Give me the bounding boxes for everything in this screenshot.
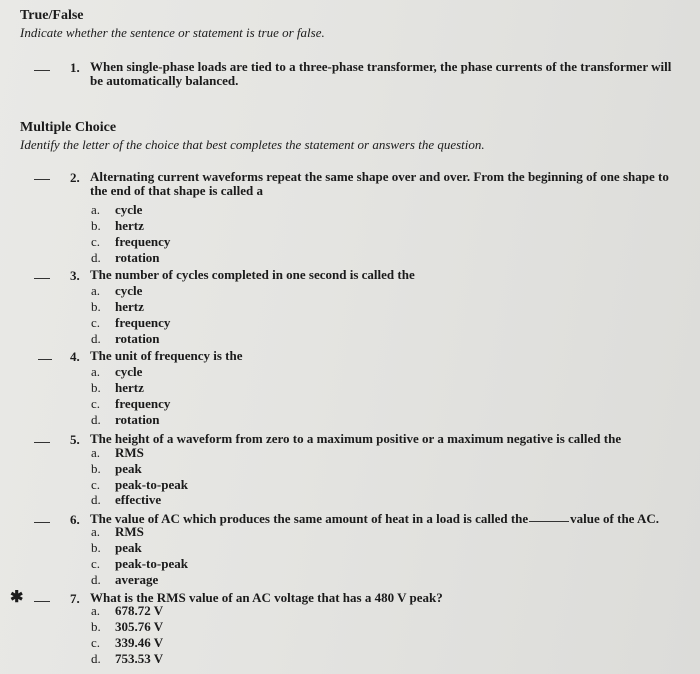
answer-blank-1[interactable] <box>34 70 50 71</box>
answer-blank-3[interactable] <box>34 278 50 279</box>
asterisk-mark: ✱ <box>10 589 24 606</box>
option-letter: c. <box>91 635 101 650</box>
option-letter: c. <box>91 477 101 492</box>
option-text: peak <box>115 540 142 555</box>
option-letter: d. <box>91 651 101 666</box>
question-number: 6. <box>70 512 80 527</box>
question-stem: The height of a waveform from zero to a maximum positive or a maximum negative is called the <box>90 431 622 446</box>
option-c <box>91 396 170 412</box>
question-number: 1. <box>70 60 80 75</box>
answer-blank-5[interactable] <box>34 442 50 443</box>
option-a <box>91 445 144 461</box>
option-letter: b. <box>91 619 101 634</box>
option-b <box>91 218 144 234</box>
question-stem: What is the RMS value of an AC voltage that has a 480 V peak? <box>90 590 443 605</box>
option-text: RMS <box>115 445 144 460</box>
answer-blank-4[interactable] <box>38 359 52 360</box>
option-c <box>91 477 188 493</box>
option-a <box>91 202 142 218</box>
option-text: rotation <box>115 331 160 346</box>
answer-blank-6[interactable] <box>34 522 50 523</box>
question-number: 7. <box>70 591 80 606</box>
option-text: average <box>115 572 159 587</box>
option-d <box>91 250 160 266</box>
stem-text-after: value of the AC. <box>570 511 660 526</box>
option-b <box>91 380 144 396</box>
option-c <box>91 635 163 651</box>
stem-text-before: The value of AC which produces the same amount of heat in a load is called the <box>90 511 529 526</box>
option-letter: c. <box>91 556 101 571</box>
option-text: peak-to-peak <box>115 477 188 492</box>
option-letter: c. <box>91 315 101 330</box>
option-letter: d. <box>91 331 101 346</box>
option-letter: a. <box>91 283 101 298</box>
option-d <box>91 492 161 508</box>
option-text: effective <box>115 492 162 507</box>
option-letter: a. <box>91 603 101 618</box>
true-false-instructions: Indicate whether the sentence or statement is true or false. <box>20 25 325 40</box>
answer-blank-7[interactable] <box>34 601 50 602</box>
question-stem: When single-phase loads are tied to a three-phase transformer, the phase currents of the transformer will be automatically balanced. <box>90 59 672 88</box>
option-c <box>91 315 170 331</box>
option-c <box>91 234 170 250</box>
option-text: RMS <box>115 524 144 539</box>
question-number: 5. <box>70 432 80 447</box>
option-d <box>91 651 163 667</box>
option-b <box>91 540 142 556</box>
answer-blank-2[interactable] <box>34 179 50 180</box>
option-text: rotation <box>115 412 160 427</box>
option-letter: b. <box>91 461 101 476</box>
fill-in-blank <box>529 521 569 522</box>
option-letter: d. <box>91 572 101 587</box>
option-text: cycle <box>115 364 143 379</box>
option-d <box>91 331 160 347</box>
option-letter: d. <box>91 492 101 507</box>
option-text: 305.76 V <box>115 619 164 634</box>
option-letter: a. <box>91 445 101 460</box>
multiple-choice-heading: Multiple Choice <box>20 120 117 135</box>
option-text: frequency <box>115 234 171 249</box>
option-b <box>91 461 142 477</box>
option-b <box>91 299 144 315</box>
question-stem: Alternating current waveforms repeat the same shape over and over. From the beginning of one shape to the end of that shape is called a <box>90 169 669 198</box>
option-letter: b. <box>91 540 101 555</box>
option-letter: d. <box>91 250 101 265</box>
option-text: cycle <box>115 283 143 298</box>
option-text: frequency <box>115 315 171 330</box>
option-letter: c. <box>91 396 101 411</box>
true-false-heading: True/False <box>20 8 84 23</box>
option-letter: a. <box>91 524 101 539</box>
question-stem: The number of cycles completed in one second is called the <box>90 267 415 282</box>
option-b <box>91 619 163 635</box>
option-letter: b. <box>91 299 101 314</box>
option-text: peak <box>115 461 142 476</box>
option-letter: c. <box>91 234 101 249</box>
option-a <box>91 524 144 540</box>
option-text: hertz <box>115 299 144 314</box>
option-d <box>91 412 160 428</box>
option-letter: a. <box>91 364 101 379</box>
option-text: hertz <box>115 380 144 395</box>
multiple-choice-instructions: Identify the letter of the choice that best completes the statement or answers the question. <box>20 137 485 152</box>
option-text: frequency <box>115 396 171 411</box>
option-text: 753.53 V <box>115 651 164 666</box>
question-number: 2. <box>70 170 80 185</box>
option-text: hertz <box>115 218 144 233</box>
question-number: 4. <box>70 349 80 364</box>
option-a <box>91 364 142 380</box>
option-letter: d. <box>91 412 101 427</box>
option-d <box>91 572 158 588</box>
question-stem: The unit of frequency is the <box>90 348 243 363</box>
question-stem <box>90 512 680 526</box>
option-text: 678.72 V <box>115 603 164 618</box>
option-letter: b. <box>91 218 101 233</box>
option-a <box>91 283 142 299</box>
option-letter: b. <box>91 380 101 395</box>
option-letter: a. <box>91 202 101 217</box>
option-a <box>91 603 163 619</box>
option-text: peak-to-peak <box>115 556 188 571</box>
option-c <box>91 556 188 572</box>
question-number: 3. <box>70 268 80 283</box>
option-text: 339.46 V <box>115 635 164 650</box>
option-text: cycle <box>115 202 143 217</box>
option-text: rotation <box>115 250 160 265</box>
